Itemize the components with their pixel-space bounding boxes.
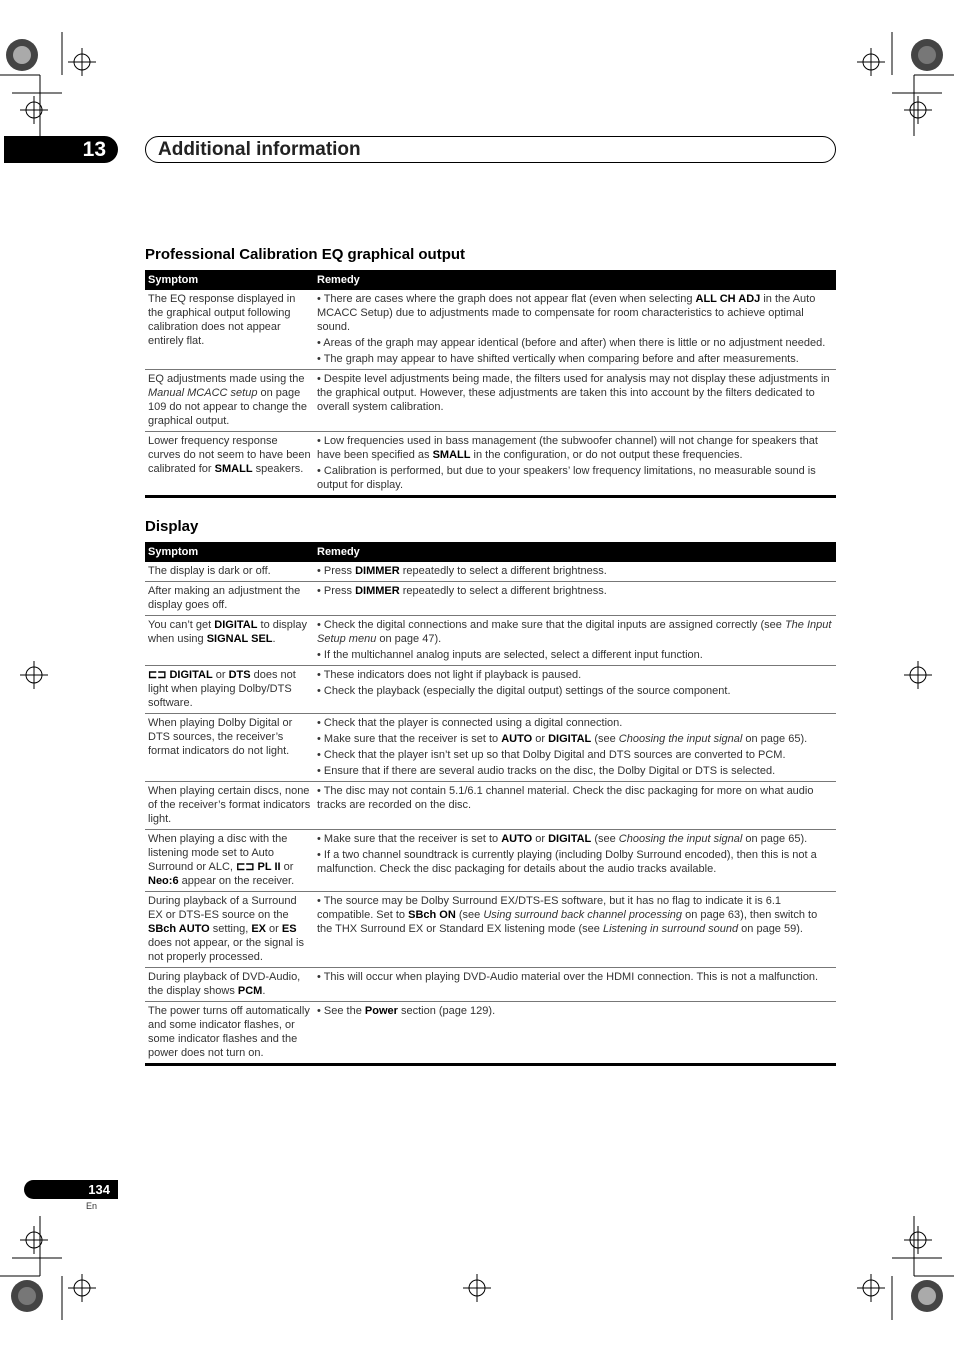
remedy-item: • This will occur when playing DVD-Audio material over the HDMI connection. This is not a malfunction. [317,971,819,983]
remedy-cell [314,666,836,714]
remedy-cell [314,714,836,782]
display-troubleshooting-table [145,542,836,1066]
remedy-item: • See the Power section (page 129). [317,1005,496,1017]
remedy-item: • There are cases where the graph does not appear flat (even when selecting ALL CH ADJ in the Auto MCACC Setup) due to adjustments made to compensate for room characteristics to achieve optimal sound. [317,293,816,333]
table-row [145,616,836,666]
remedy-item: • If a two channel soundtrack is currently playing (including Dolby Surround encoded), then this is not a malfunction. Check the disc packaging for details about the audio tracks available. [317,849,817,875]
table-row [145,782,836,830]
table-row [145,892,836,968]
symptom-cell: The EQ response displayed in the graphical output following calibration does not appear entirely flat. [145,290,314,370]
remedy-cell [314,968,836,1002]
remedy-item: • Make sure that the receiver is set to AUTO or DIGITAL (see Choosing the input signal on page 65). [317,733,808,745]
symptom-cell: EQ adjustments made using the Manual MCACC setup on page 109 do not appear to change the graphical output. [145,370,314,432]
remedy-item: • Ensure that if there are several audio tracks on the disc, the Dolby Digital or DTS is selected. [317,765,776,777]
table-row [145,968,836,1002]
symptom-cell: During playback of a Surround EX or DTS-ES source on the SBch AUTO setting, EX or ES does not appear, or the signal is not properly processed. [145,892,314,968]
remedy-item: • The disc may not contain 5.1/6.1 channel material. Check the disc packaging for more on what audio tracks are recorded on the disc. [317,785,814,811]
remedy-item: • Check that the player isn’t set up so that Dolby Digital and DTS sources are converted to PCM. [317,749,786,761]
remedy-item: • Calibration is performed, but due to your speakers’ low frequency limitations, no measurable sound is output for display. [317,465,816,491]
col-remedy: Remedy [314,542,836,562]
remedy-cell [314,830,836,892]
symptom-cell: When playing certain discs, none of the receiver’s format indicators light. [145,782,314,830]
remedy-item: • These indicators does not light if playback is paused. [317,669,582,681]
remedy-item: • Press DIMMER repeatedly to select a different brightness. [317,585,607,597]
symptom-cell: You can’t get DIGITAL to display when using SIGNAL SEL. [145,616,314,666]
table-row [145,582,836,616]
remedy-item: • Areas of the graph may appear identical (before and after) when there is little or no adjustment needed. [317,337,826,349]
remedy-cell [314,892,836,968]
remedy-cell [314,582,836,616]
table-row [145,432,836,497]
table-row [145,562,836,582]
symptom-cell: The power turns off automatically and some indicator flashes, or some indicator flashes and the power does not turn on. [145,1002,314,1065]
eq-troubleshooting-table [145,270,836,498]
section-title-eq: Professional Calibration EQ graphical output [145,246,466,263]
page-language: En [86,1201,98,1211]
remedy-item: • Press DIMMER repeatedly to select a different brightness. [317,565,607,577]
chapter-title-text: Additional information [158,138,361,160]
symptom-cell: During playback of DVD-Audio, the display shows PCM. [145,968,314,1002]
remedy-cell [314,290,836,370]
chapter-number-badge: 13 [4,136,118,163]
symptom-cell: ⊏⊐ DIGITAL or DTS does not light when playing Dolby/DTS software. [145,666,314,714]
remedy-item: • Make sure that the receiver is set to AUTO or DIGITAL (see Choosing the input signal on page 65). [317,833,808,845]
page-number-badge: 134 [24,1180,118,1199]
table-row [145,666,836,714]
table-header-row [145,270,836,290]
remedy-item: • Low frequencies used in bass management (the subwoofer channel) will not change for speakers that have been specified as SMALL in the configuration, or do not output these frequencies. [317,435,818,461]
table-row [145,290,836,370]
display-table-body [145,562,836,1065]
table-header-row [145,542,836,562]
remedy-cell [314,432,836,497]
remedy-cell [314,1002,836,1065]
symptom-cell: Lower frequency response curves do not seem to have been calibrated for SMALL speakers. [145,432,314,497]
section-title-display: Display [145,518,199,535]
remedy-item: • If the multichannel analog inputs are selected, select a different input function. [317,649,703,661]
symptom-cell: When playing Dolby Digital or DTS sources, the receiver’s format indicators do not light. [145,714,314,782]
remedy-cell [314,616,836,666]
remedy-item: • Check the digital connections and make sure that the digital inputs are assigned correctly (see The Input Setup menu on page 47). [317,619,832,645]
remedy-item: • Check that the player is connected using a digital connection. [317,717,623,729]
remedy-cell [314,562,836,582]
symptom-cell: The display is dark or off. [145,562,314,582]
table-row [145,1002,836,1065]
remedy-cell [314,370,836,432]
eq-table-body [145,290,836,497]
table-row [145,714,836,782]
table-row [145,830,836,892]
col-symptom: Symptom [145,542,314,562]
remedy-item: • Despite level adjustments being made, the filters used for analysis may not display these adjustments in the graphical output. However, these adjustments are taken this into account by the filters dedicated to overall system calibration. [317,373,830,413]
symptom-cell: When playing a disc with the listening mode set to Auto Surround or ALC, ⊏⊐ PL II or Neo:6 appear on the receiver. [145,830,314,892]
remedy-cell [314,782,836,830]
remedy-item: • The graph may appear to have shifted vertically when comparing before and after measurements. [317,353,799,365]
table-row [145,370,836,432]
col-remedy: Remedy [314,270,836,290]
chapter-title [145,136,836,163]
remedy-item: • The source may be Dolby Surround EX/DTS-ES software, but it has no flag to indicate it is 6.1 compatible. Set to SBch ON (see Using surround back channel processing on page 63), then switch to the THX Surround EX or Standard EX listening mode (see Listening in surround sound on page 59). [317,895,818,935]
symptom-cell: After making an adjustment the display goes off. [145,582,314,616]
remedy-item: • Check the playback (especially the digital output) settings of the source component. [317,685,731,697]
col-symptom: Symptom [145,270,314,290]
